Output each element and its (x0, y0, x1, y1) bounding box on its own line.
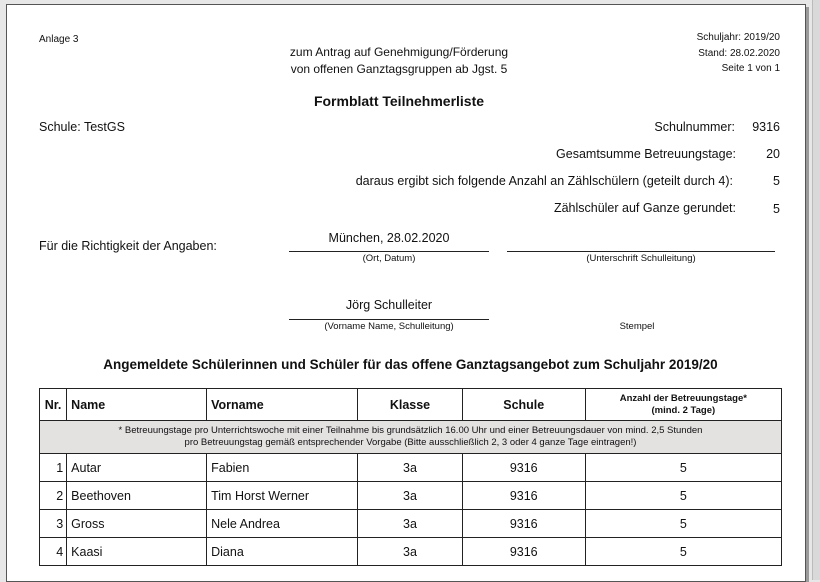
cell-nr: 2 (40, 482, 67, 510)
table-row (40, 454, 782, 482)
cell-betreuungstage: 5 (585, 538, 781, 566)
form-subtitle-line1: zum Antrag auf Genehmigung/Förderung (289, 45, 509, 59)
gerundet-label: Zählschüler auf Ganze gerundet: (553, 201, 736, 215)
cell-klasse: 3a (358, 538, 463, 566)
cell-schule: 9316 (462, 454, 585, 482)
cell-vorname: Diana (207, 538, 358, 566)
col-header-klasse: Klasse (358, 389, 463, 421)
table-header-row (40, 389, 782, 421)
schuljahr-label: Schuljahr: 2019/20 (696, 32, 780, 43)
unterschrift-caption: (Unterschrift Schulleitung) (586, 253, 696, 264)
cell-betreuungstage: 5 (585, 510, 781, 538)
gerundet-value: 5 (773, 202, 780, 216)
anlage-label: Anlage 3 (39, 34, 79, 45)
table-row (40, 538, 782, 566)
gesamtsumme-value: 20 (766, 147, 780, 161)
cell-nr: 4 (40, 538, 67, 566)
col-header-betreuungstage-line1: Anzahl der Betreuungstage* (619, 392, 747, 404)
cell-vorname: Nele Andrea (207, 510, 358, 538)
schulleiter-name-caption: (Vorname Name, Schulleitung) (324, 321, 454, 332)
cell-name: Autar (67, 454, 207, 482)
zaehlschueler-value: 5 (773, 174, 780, 188)
note-line1: * Betreuungstage pro Unterrichtswoche mit einer Teilnahme bis grundsätzlich 16.00 Uhr und einer Betreuungsdauer von mind. 2,5 Stunden (118, 425, 703, 436)
cell-schule: 9316 (462, 510, 585, 538)
ort-datum-caption: (Ort, Datum) (362, 253, 416, 264)
note-line2: pro Betreuungstag gemäß entsprechender Vorgabe (Bitte ausschließlich 2, 3 oder 4 ganze Tage eintragen!) (184, 437, 637, 448)
unterschrift-line (507, 251, 775, 252)
richtigkeit-label: Für die Richtigkeit der Angaben: (39, 239, 217, 253)
cell-schule: 9316 (462, 538, 585, 566)
participants-table (39, 388, 782, 566)
cell-schule: 9316 (462, 482, 585, 510)
cell-name: Gross (67, 510, 207, 538)
gesamtsumme-label: Gesamtsumme Betreuungstage: (556, 147, 736, 161)
cell-klasse: 3a (358, 510, 463, 538)
ort-datum-line (289, 251, 489, 252)
cell-vorname: Tim Horst Werner (207, 482, 358, 510)
vertical-scrollbar[interactable] (812, 0, 820, 580)
col-header-betreuungstage-line2: (mind. 2 Tage) (651, 404, 716, 416)
list-heading: Angemeldete Schülerinnen und Schüler für das offene Ganztagsangebot zum Schuljahr 2019/20 (103, 357, 718, 372)
table-row (40, 510, 782, 538)
schulleiter-name-line (289, 319, 489, 320)
stempel-caption: Stempel (619, 321, 655, 332)
zaehlschueler-label: daraus ergibt sich folgende Anzahl an Zählschülern (geteilt durch 4): (355, 174, 733, 188)
col-header-schule: Schule (462, 389, 585, 421)
cell-vorname: Fabien (207, 454, 358, 482)
document-page (6, 4, 806, 582)
schulnummer-label: Schulnummer: (654, 120, 735, 134)
schule-label: Schule: TestGS (39, 120, 125, 134)
page-number: Seite 1 von 1 (721, 63, 780, 74)
cell-nr: 3 (40, 510, 67, 538)
col-header-name: Name (67, 389, 207, 421)
col-header-nr: Nr. (40, 389, 67, 421)
schulleiter-name-value: Jörg Schulleiter (345, 298, 433, 312)
form-heading: Formblatt Teilnehmerliste (313, 93, 485, 109)
cell-name: Kaasi (67, 538, 207, 566)
cell-betreuungstage: 5 (585, 454, 781, 482)
betreuungstage-note (40, 421, 782, 454)
cell-klasse: 3a (358, 454, 463, 482)
form-subtitle-line2: von offenen Ganztagsgruppen ab Jgst. 5 (290, 62, 508, 76)
cell-name: Beethoven (67, 482, 207, 510)
cell-betreuungstage: 5 (585, 482, 781, 510)
col-header-vorname: Vorname (207, 389, 358, 421)
col-header-betreuungstage (585, 389, 781, 421)
cell-klasse: 3a (358, 482, 463, 510)
ort-datum-value: München, 28.02.2020 (328, 231, 450, 245)
stand-label: Stand: 28.02.2020 (698, 48, 780, 59)
cell-nr: 1 (40, 454, 67, 482)
table-row (40, 482, 782, 510)
note-row (40, 421, 782, 454)
schulnummer-value: 9316 (752, 120, 780, 134)
